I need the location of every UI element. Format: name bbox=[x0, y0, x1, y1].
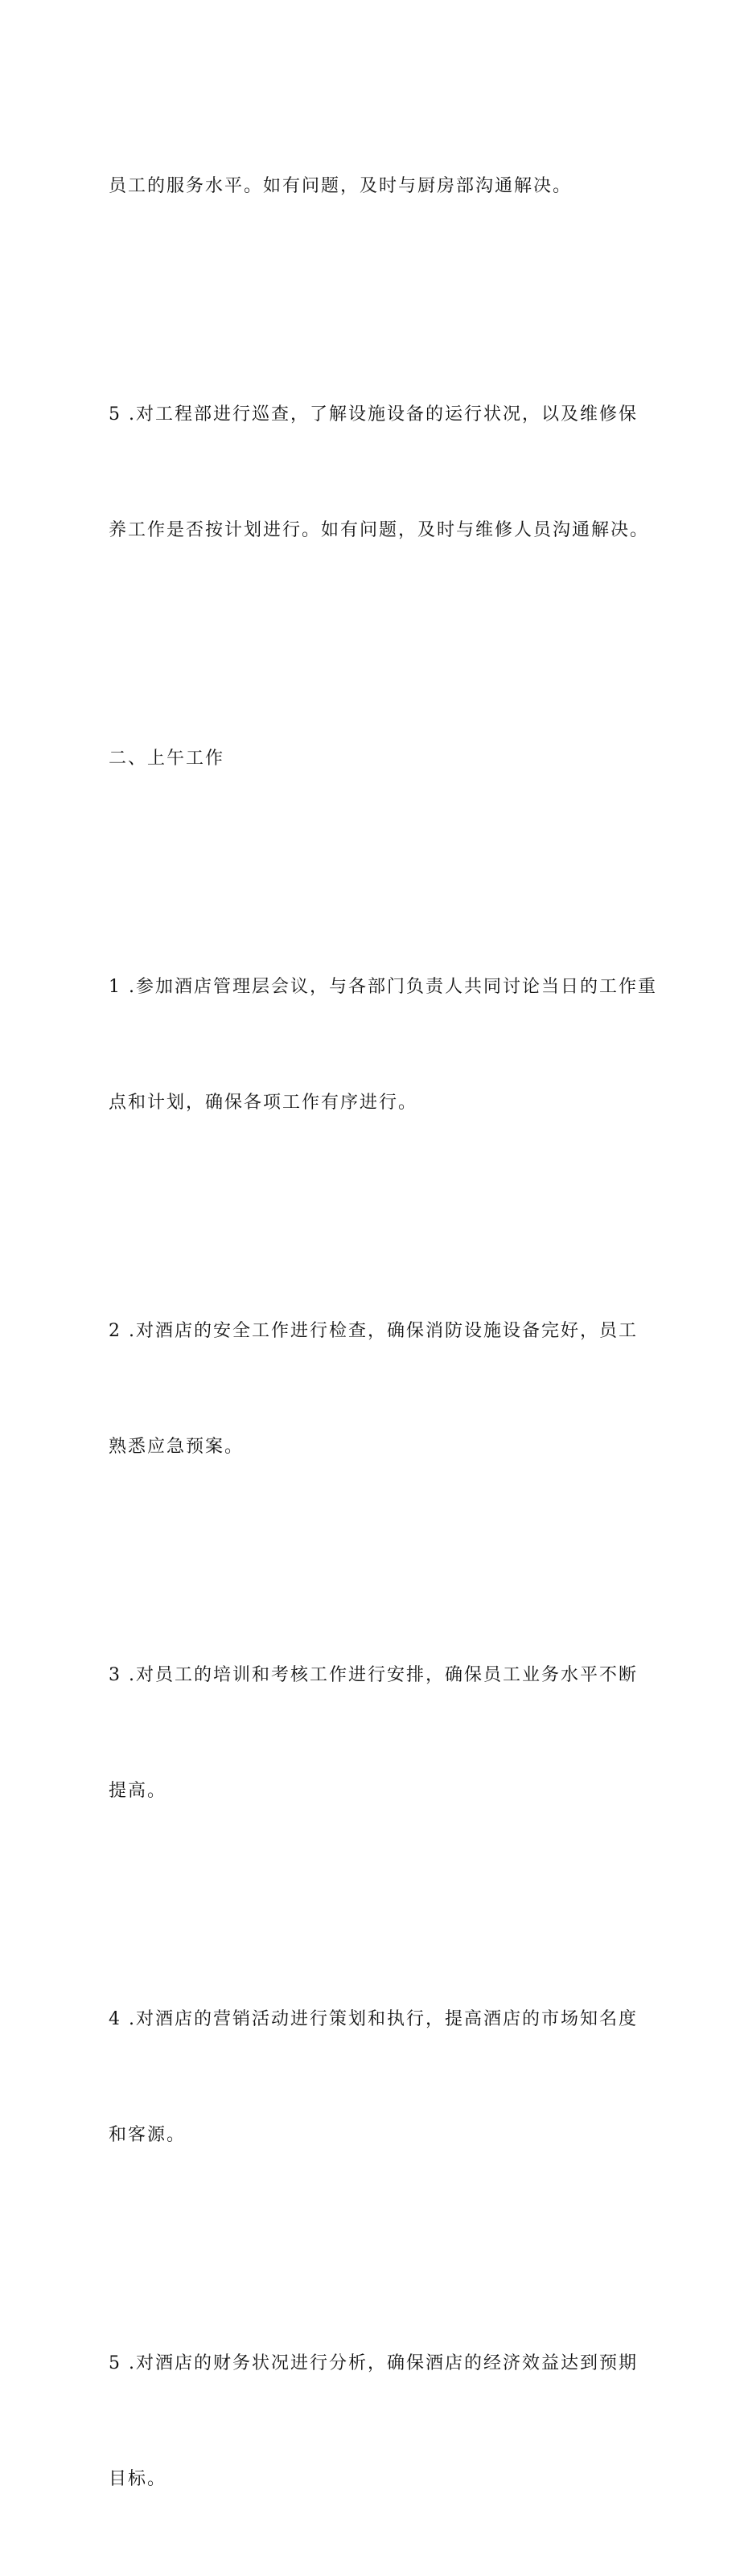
text-line: 目标。 bbox=[109, 2469, 167, 2489]
text-line: 养工作是否按计划进行。如有问题，及时与维修人员沟通解决。 bbox=[109, 520, 650, 540]
text-line: 提高。 bbox=[109, 1781, 167, 1801]
paragraph-continuation bbox=[109, 90, 639, 283]
list-item-management-meeting bbox=[109, 891, 657, 1200]
list-item-safety-check bbox=[109, 1235, 639, 1544]
text-line: 1 .参加酒店管理层会议，与各部门负责人共同讨论当日的工作重 bbox=[109, 977, 657, 997]
heading-text: 二、上午工作 bbox=[109, 749, 225, 769]
text-line: 4 .对酒店的营销活动进行策划和执行，提高酒店的市场知名度 bbox=[109, 2009, 638, 2029]
text-line: 5 .对酒店的财务状况进行分析，确保酒店的经济效益达到预期 bbox=[109, 2353, 638, 2373]
text-line: 员工的服务水平。如有问题，及时与厨房部沟通解决。 bbox=[109, 176, 573, 196]
text-line: 2 .对酒店的安全工作进行检查，确保消防设施设备完好，员工 bbox=[109, 1321, 638, 1341]
text-line: 5 .对工程部进行巡查，了解设施设备的运行状况，以及维修保 bbox=[109, 404, 638, 425]
list-item-finance-analysis bbox=[109, 2267, 639, 2576]
list-item-staff-training bbox=[109, 1579, 639, 1888]
list-item-engineering-inspection bbox=[109, 318, 650, 627]
text-line: 点和计划，确保各项工作有序进行。 bbox=[109, 1093, 418, 1113]
text-line: 3 .对员工的培训和考核工作进行安排，确保员工业务水平不断 bbox=[109, 1665, 638, 1685]
text-line: 和客源。 bbox=[109, 2125, 187, 2145]
document-body bbox=[109, 90, 657, 2576]
section-heading-morning-work bbox=[109, 662, 639, 855]
text-line: 熟悉应急预案。 bbox=[109, 1437, 245, 1457]
list-item-marketing bbox=[109, 1923, 639, 2232]
